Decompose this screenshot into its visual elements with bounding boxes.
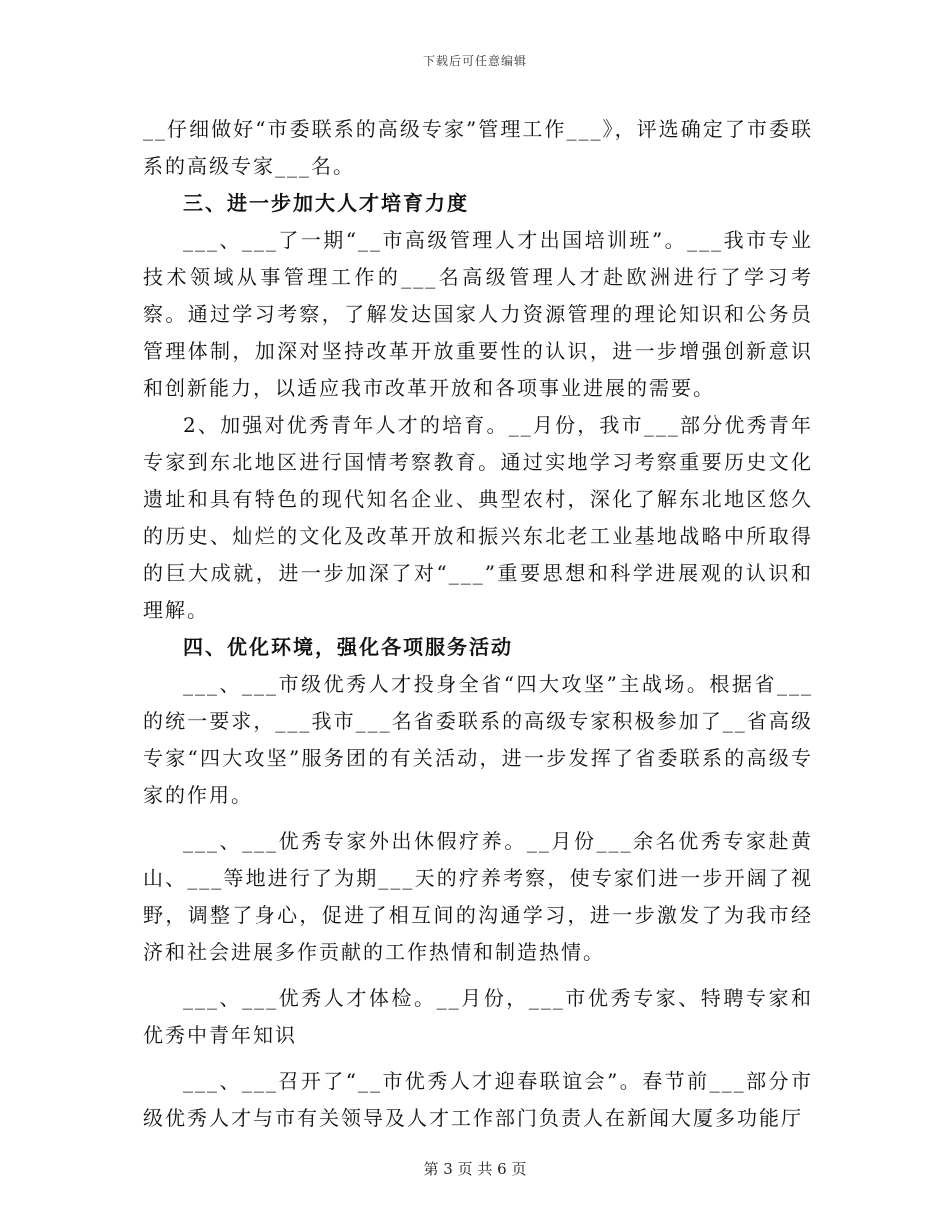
- paragraph-four-campaigns: ___、___市级优秀人才投身全省“四大攻坚”主战场。根据省___的统一要求，___我市___名省委联系的高级专家积极参加了__省高级专家“四大攻坚”服务团的有关活动，进一步发挥了省委联系的高级专家的作用。: [143, 672, 813, 807]
- paragraph-expert-management: __仔细做好“市委联系的高级专家”管理工作___》，评选确定了市委联系的高级专家___名。: [143, 117, 813, 178]
- paragraph-expert-vacation: ___、___优秀专家外出休假疗养。__月份___余名优秀专家赴黄山、___等地进行了为期___天的疗养考察，使专家们进一步开阔了视野，调整了身心，促进了相互间的沟通学习，进一步激发了为我市经济和社会进展多作贡献的工作热情和制造热情。: [143, 829, 813, 964]
- paragraph-youth-training: 2、加强对优秀青年人才的培育。__月份，我市___部分优秀青年专家到东北地区进行国情考察教育。通过实地学习考察重要历史文化遗址和具有特色的现代知名企业、典型农村，深化了解东北地区悠久的历史、灿烂的文化及改革开放和振兴东北老工业基地战略中所取得的巨大成就，进一步加深了对“___”重要思想和科学进展观的认识和理解。: [143, 413, 813, 622]
- paragraph-spring-gathering: ___、___召开了“__市优秀人才迎春联谊会”。春节前___部分市级优秀人才与市有关领导及人才工作部门负责人在新闻大厦多功能厅: [143, 1069, 813, 1130]
- section-heading-talent-training: 三、进一步加大人才培育力度: [183, 191, 469, 215]
- page-header-note: 下载后可任意编辑: [422, 54, 527, 68]
- document-body: [143, 111, 813, 1137]
- paragraph-health-checkup: ___、___优秀人才体检。__月份，___市优秀专家、特聘专家和优秀中青年知识: [143, 986, 813, 1047]
- paragraph-overseas-training: ___、___了一期“__市高级管理人才出国培训班”。___我市专业技术领域从事管理工作的___名高级管理人才赴欧洲进行了学习考察。通过学习考察，了解发达国家人力资源管理的理论知识和公务员管理体制，加深对坚持改革开放重要性的认识，进一步增强创新意识和创新能力，以适应我市改革开放和各项事业进展的需要。: [143, 228, 813, 400]
- section-heading-service-activities: 四、优化环境，强化各项服务活动: [183, 635, 513, 659]
- page-number: 第 3 页 共 6 页: [423, 1160, 527, 1178]
